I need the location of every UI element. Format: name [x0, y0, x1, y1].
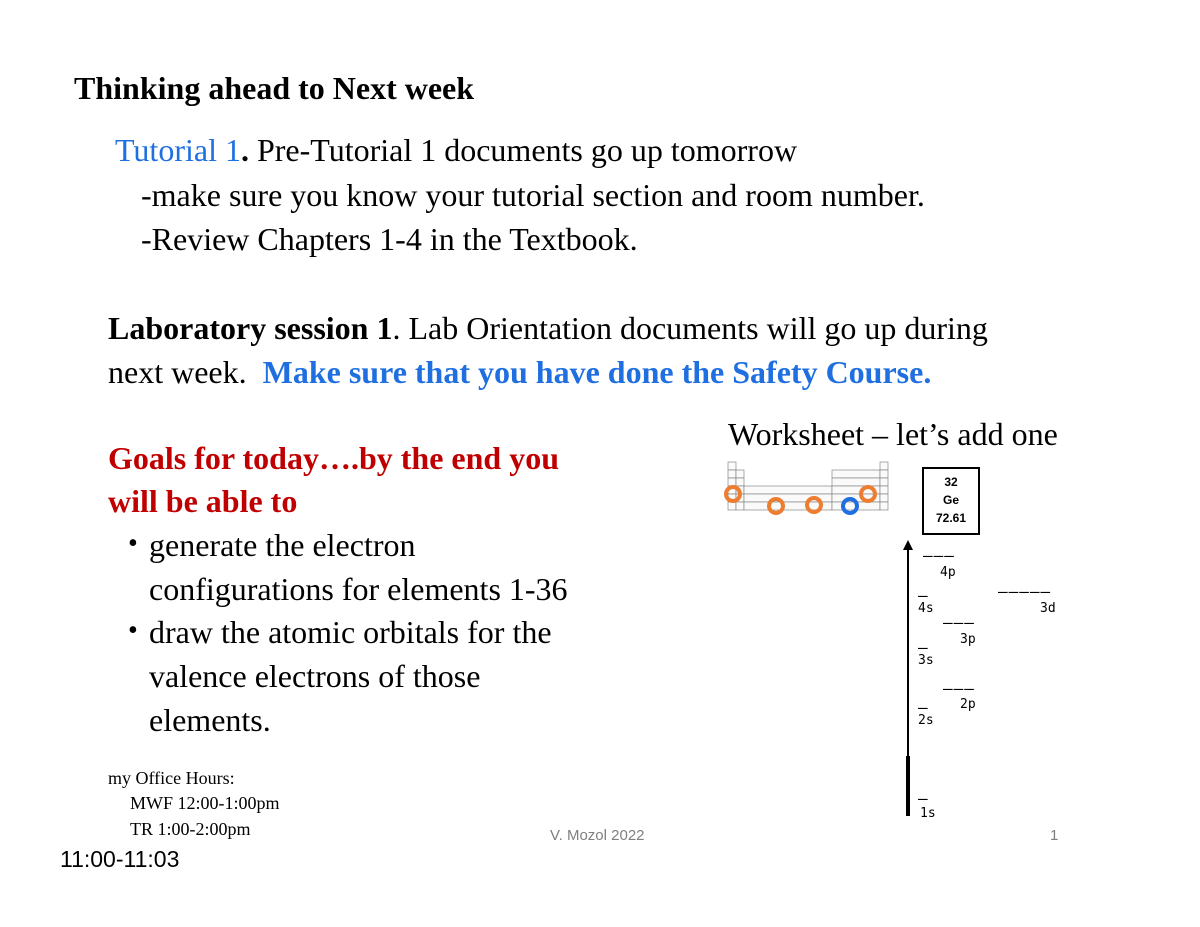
atomic-number: 32: [944, 475, 958, 489]
tutorial-bullet-2: -Review Chapters 1-4 in the Textbook.: [141, 221, 638, 257]
orbital-2p-label: 2p: [960, 697, 976, 712]
page-number: 1: [1050, 827, 1059, 844]
orbital-3p-dashes: –––: [943, 613, 975, 632]
atomic-mass: 72.61: [935, 511, 967, 525]
lab-line-2: [108, 354, 931, 391]
goal-1-line-2: configurations for elements 1-36: [149, 571, 568, 607]
periodic-table-thumbnail: [724, 458, 894, 516]
orbital-4s-label: 4s: [918, 601, 934, 616]
bullet-icon: •: [128, 528, 138, 559]
orbital-4s-dashes: –: [918, 586, 929, 605]
element-tile: [922, 467, 980, 535]
page-title: Thinking ahead to Next week: [74, 70, 475, 106]
orbital-2p-dashes: –––: [943, 679, 975, 698]
orbital-2s-label: 2s: [918, 713, 934, 728]
orbital-4p-label: 4p: [940, 565, 956, 580]
element-symbol: Ge: [942, 493, 959, 507]
tutorial-bullet-1: -make sure you know your tutorial section and room number.: [141, 177, 925, 213]
goal-1-line-1: generate the electron: [149, 527, 416, 563]
office-hours-mwf: MWF 12:00-1:00pm: [130, 793, 280, 813]
tutorial-line: [115, 132, 797, 169]
orbital-1s-dashes: –: [918, 789, 929, 808]
lab-label: Laboratory session 1: [108, 310, 393, 346]
safety-course-highlight: Make sure that you have done the Safety Course.: [262, 354, 932, 390]
orbital-3s-label: 3s: [918, 653, 934, 668]
bullet-icon: •: [128, 615, 138, 646]
goal-2-line-1: draw the atomic orbitals for the: [149, 614, 552, 650]
goals-heading-line-1: Goals for today….by the end you: [108, 440, 560, 476]
orbital-3p-label: 3p: [960, 632, 976, 647]
goals-heading-line-2: will be able to: [108, 483, 298, 519]
goal-2-line-3: elements.: [149, 702, 271, 738]
footer-author: V. Mozol 2022: [550, 827, 645, 844]
office-hours-tr: TR 1:00-2:00pm: [130, 819, 251, 839]
goal-2-line-2: valence electrons of those: [149, 658, 481, 694]
office-hours-title: my Office Hours:: [108, 768, 235, 788]
tutorial-text: Pre-Tutorial 1 documents go up tomorrow: [248, 132, 798, 168]
lab-text-2: next week.: [108, 354, 263, 390]
tutorial-dot: .: [240, 132, 249, 168]
lab-text-1: . Lab Orientation documents will go up during: [392, 310, 988, 346]
orbital-1s-label: 1s: [920, 806, 936, 821]
lab-line-1: [108, 310, 988, 347]
worksheet-title: Worksheet – let’s add one: [728, 416, 1058, 452]
timer-label: 11:00-11:03: [60, 846, 180, 872]
tutorial-label: Tutorial 1: [115, 132, 241, 168]
orbital-3s-dashes: –: [918, 638, 929, 657]
energy-axis-arrow: [900, 538, 916, 820]
orbital-2s-dashes: –: [918, 698, 929, 717]
orbital-4p-dashes: –––: [923, 546, 955, 565]
orbital-3d-label: 3d: [1040, 601, 1056, 616]
orbital-3d-dashes: –––––: [998, 582, 1052, 601]
